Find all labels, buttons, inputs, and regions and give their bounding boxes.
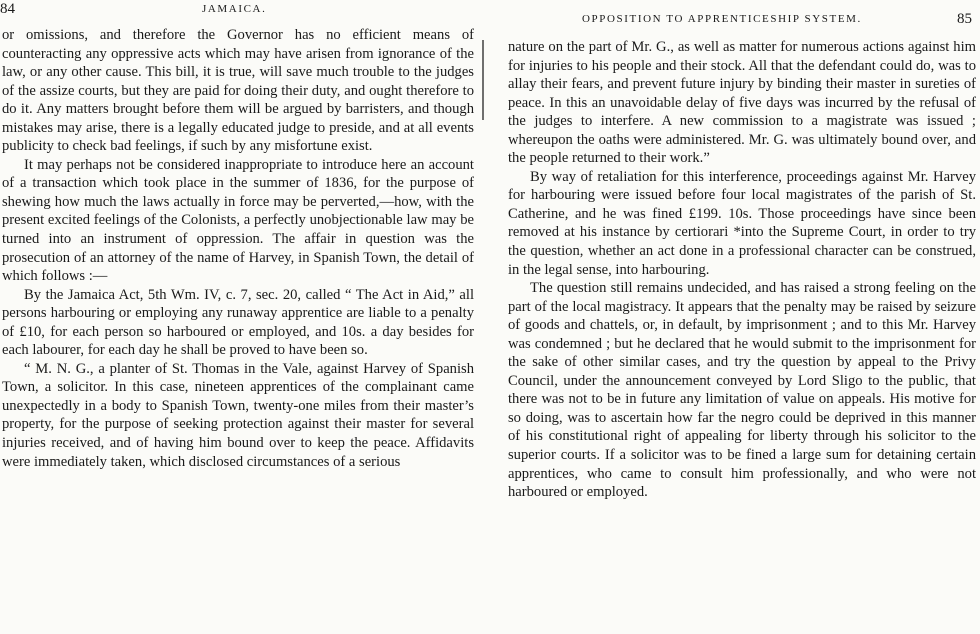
right-page xyxy=(500,0,980,634)
paragraph: or omissions, and therefore the Governor has no efficient means of counteracting any oppressive acts which may have arisen from ignorance of the law, or any other cause. This bill, it is true, will save much trouble to the judges of the assize courts, but they are paid for doing their duty, and ought therefore to do it. Any matters brought before them will be argued by barristers, and though mistakes may arise, there is a legally educated judge to preside, and at all events publicity to check bad feelings, if such by any misfortune exist. xyxy=(2,27,474,155)
page-number: 84 xyxy=(0,1,15,17)
right-page-body xyxy=(500,38,980,502)
gutter-mark xyxy=(482,40,484,120)
right-page-header xyxy=(500,0,980,27)
paragraph: By the Jamaica Act, 5th Wm. IV, c. 7, sec. 20, called “ The Act in Aid,” all persons harbouring or employing any runaway apprentice are liable to a penalty of £10, for each person so harboured or employed, and 10s. a day besides for each labourer, for each day he shall be proved to have been so. xyxy=(2,286,474,359)
paragraph: nature on the part of Mr. G., as well as matter for numerous actions against him for injuries to his people and their stock. All that the defendant could do, was to allay their fears, and prevent future injury by binding their master in sureties of peace. In this an unavoidable delay of five days was incurred by the refusal of the judges to interfere. A new commission to a magistrate was issued ; whereupon the oaths were administered. Mr. G. was ultimately bound over, and the people returned to their work.” xyxy=(508,39,976,167)
running-title: JAMAICA. xyxy=(202,3,267,15)
running-title: OPPOSITION TO APPRENTICESHIP SYSTEM. xyxy=(582,13,862,25)
paragraph: By way of retaliation for this interference, proceedings against Mr. Harvey for harbouring were issued before four local magistrates of the parish of St. Catherine, and he was fined £199. 10s. Those proceedings have since been removed at his instance by certiorari *into the Supreme Court, in order to try the question, whether an act done in a professional character can be construed, in the legal sense, into harbouring. xyxy=(508,168,976,278)
page-number: 85 xyxy=(957,11,972,27)
paragraph: It may perhaps not be considered inappropriate to introduce here an account of a transaction which took place in the summer of 1836, for the purpose of shewing how much the laws actually in force may be perverted,—how, with the present excited feelings of the Colonists, a perfectly unobjectionable law may be turned into an instrument of oppression. The affair in question was the prosecution of an attorney of the name of Harvey, in Spanish Town, the detail of which follows :— xyxy=(2,156,474,285)
left-page xyxy=(0,0,482,634)
left-page-body xyxy=(0,26,482,471)
left-page-header xyxy=(0,0,482,22)
paragraph: “ M. N. G., a planter of St. Thomas in the Vale, against Harvey of Spanish Town, a solicitor. In this case, nineteen apprentices of the complainant came unexpectedly in a body to Spanish Town, twenty-one miles from their master’s property, for the purpose of seeking protection against their master for several injuries received, and of having him bound over to keep the peace. Affidavits were immediately taken, which disclosed circumstances of a serious xyxy=(2,360,474,470)
paragraph: The question still remains undecided, and has raised a strong feeling on the part of the local magistracy. It appears that the penalty may be raised by seizure of goods and chattels, or, in default, by imprisonment ; and to this Mr. Harvey was condemned ; but he declared that he would submit to the imprisonment for the sake of other similar cases, and try the question by appeal to the Privy Council, under the announcement conveyed by Lord Sligo to the public, that there was not to be in future any limitation of value on appeals. His motive for so doing, was to ascertain how far the negro could be deprived in this manner of his constitutional right of appealing for liberty through his solicitor to the superior courts. If a solicitor was to be fined a large sum for detaining certain apprentices, who came to consult him professionally, and who were not harboured or employed. xyxy=(508,280,976,501)
